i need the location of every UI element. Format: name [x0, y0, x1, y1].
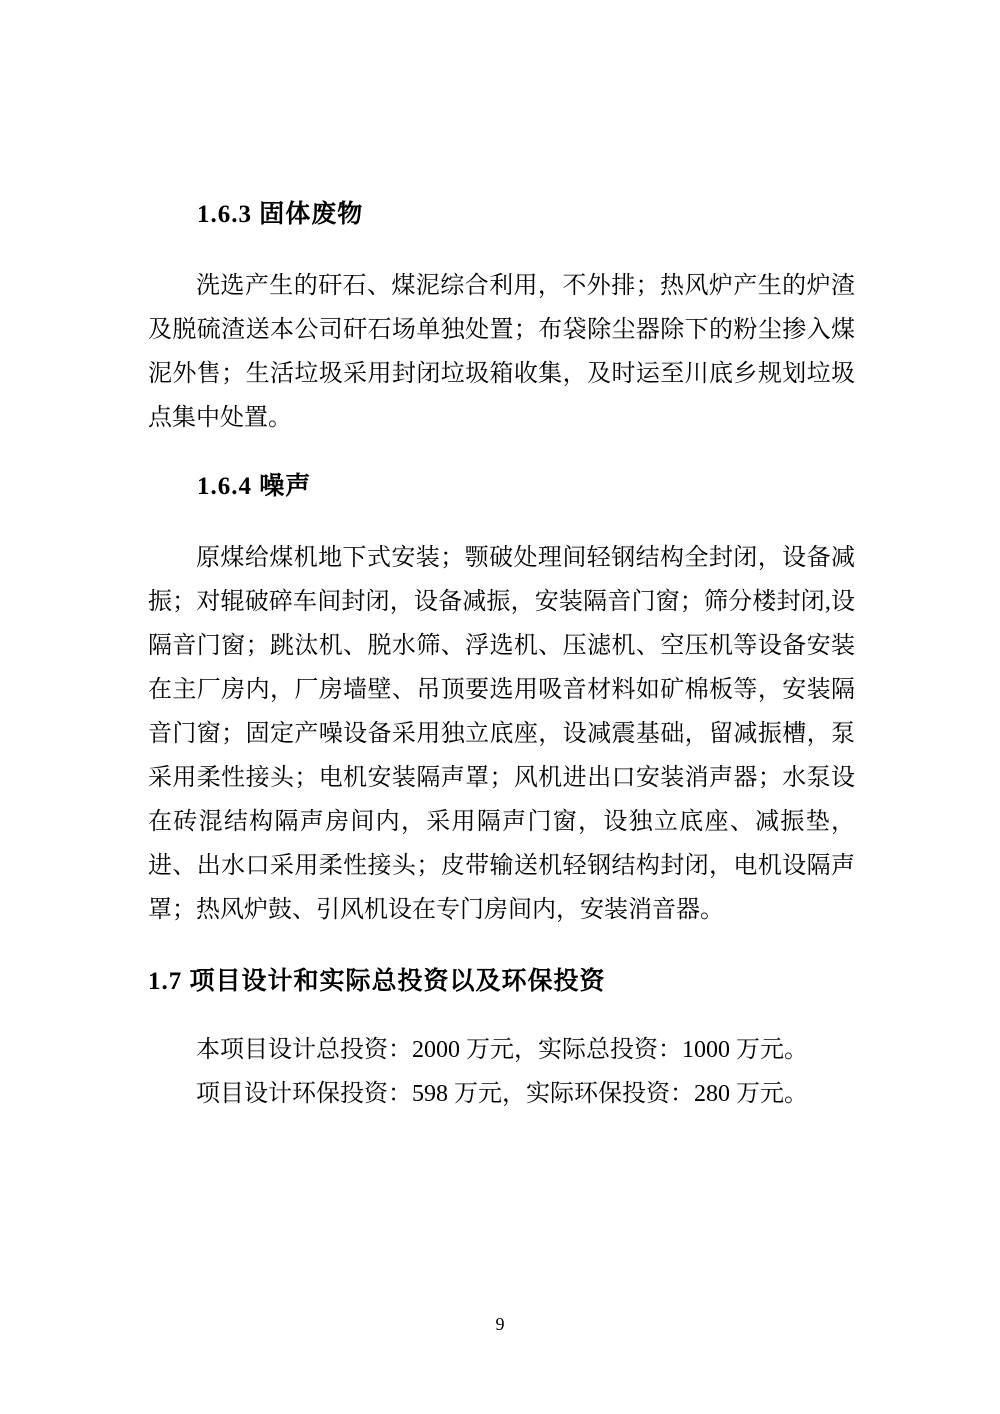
line-total-investment: 本项目设计总投资：2000 万元，实际总投资：1000 万元。	[196, 1037, 808, 1063]
line-environmental-investment: 项目设计环保投资：598 万元，实际环保投资：280 万元。	[196, 1081, 808, 1107]
page-number: 9	[495, 1314, 505, 1334]
heading-1-6-4-noise: 1.6.4 噪声	[197, 473, 312, 500]
paragraph-solid-waste: 洗选产生的矸石、煤泥综合利用，不外排；热风炉产生的炉渣及脱硫渣送本公司矸石场单独处置；布袋除尘器除下的粉尘掺入煤泥外售；生活垃圾采用封闭垃圾箱收集，及时运至川底乡规划垃圾点集中处置。	[148, 273, 855, 431]
heading-1-7-investment: 1.7 项目设计和实际总投资以及环保投资	[148, 968, 606, 995]
paragraph-noise: 原煤给煤机地下式安装；颚破处理间轻钢结构全封闭，设备减振；对辊破碎车间封闭，设备减振，安装隔音门窗；筛分楼封闭,设隔音门窗；跳汰机、脱水筛、浮选机、压滤机、空压机等设备安装在主厂房内，厂房墙壁、吊顶要选用吸音材料如矿棉板等，安装隔音门窗；固定产噪设备采用独立底座，设减震基础，留减振槽，泵采用柔性接头；电机安装隔声罩；风机进出口安装消声器；水泵设在砖混结构隔声房间内，采用隔声门窗，设独立底座、减振垫，进、出水口采用柔性接头；皮带输送机轻钢结构封闭，电机设隔声罩；热风炉鼓、引风机设在专门房间内，安装消音器。	[148, 545, 855, 923]
page-content	[148, 200, 855, 1116]
heading-1-6-3-solid-waste: 1.6.3 固体废物	[197, 201, 364, 228]
